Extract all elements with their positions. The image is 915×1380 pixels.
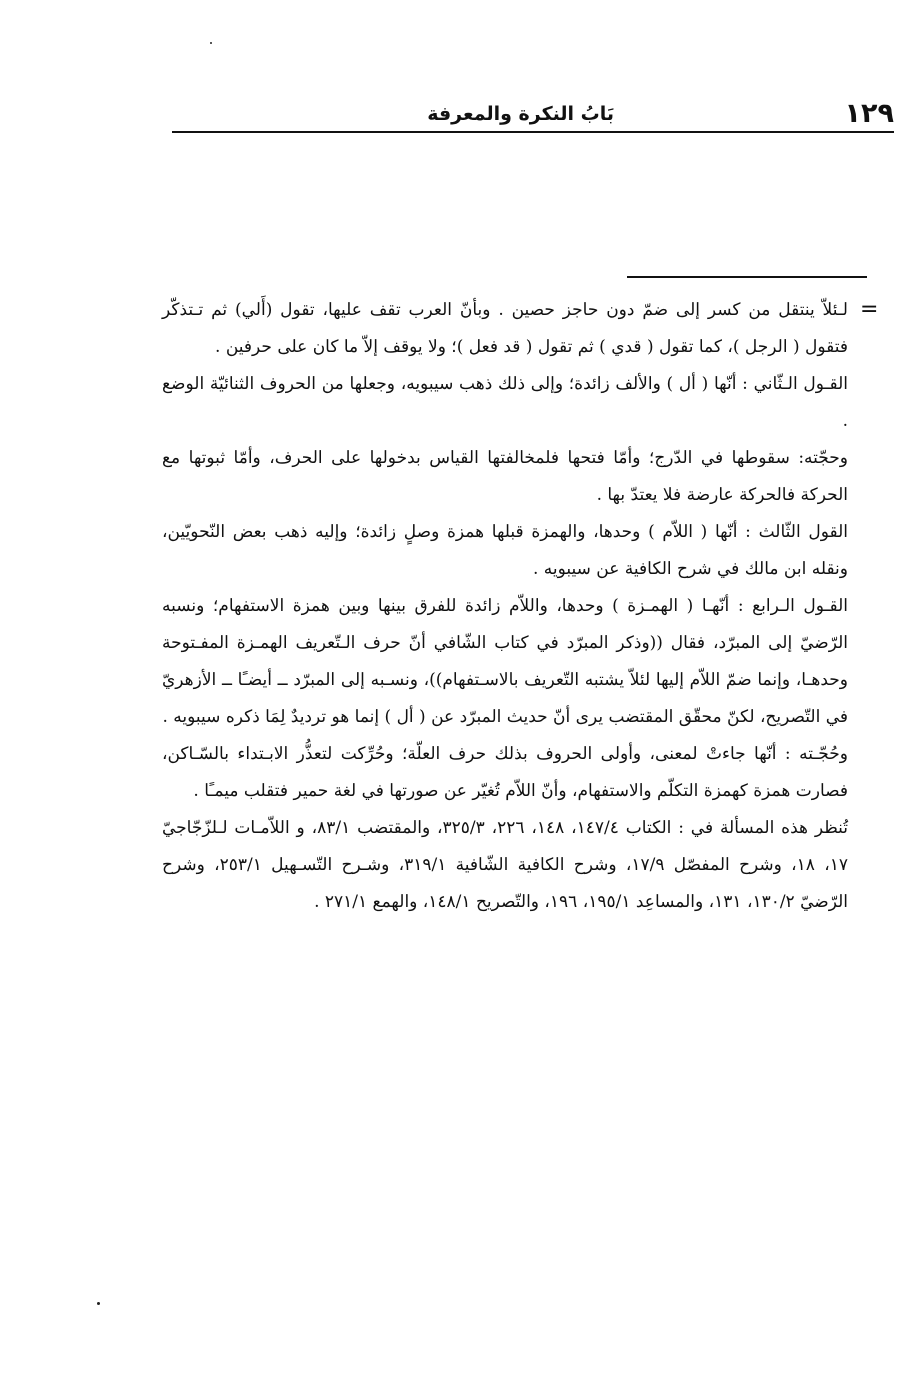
footnote-paragraph: القول الثّالث : أنّها ( اللاّم ) وحدها، والهمزة قبلها همزة وصلٍ زائدة؛ وإليه ذهب بعض النّحويّين، ونقله ابن مالك في شرح الكافية عن سيبويه . [162,522,848,579]
footnote-separator-rule [627,276,867,278]
footnote-paragraph: القـول الـثّاني : أنّها ( أل ) والألف زائدة؛ وإلى ذلك ذهب سيبويه، وجعلها من الحروف الثنائيّة الوضع . [162,374,848,431]
scan-speck-top [210,42,212,44]
footnote-paragraph: القـول الـرابع : أنّهـا ( الهمـزة ) وحدها، واللاّم زائدة للفرق بينها وبين همزة الاستفهام؛ ونسبه الرّضيّ إلى المبرّد، فقال ((وذكر المبرّد في كتاب الشّافي أنّ حرف الـتّعريف الهمـزة المفـتوحة وحدهـا، وإنما ضمّ اللاّم إليها لئلاّ يشتبه التّعريف بالاسـتفهام))، ونسـبه إلى المبرّد ــ أيضـًا ــ الأزهريّ في التّصريح، لكنّ محقّق المقتضب يرى أنّ حديث المبرّد عن ( أل ) إنما هو ترديدٌ لِمَا ذكره سيبويه . [162,596,848,727]
references-paragraph: تُنظر هذه المسألة في : الكتاب ١٤٧/٤، ١٤٨، ٢٢٦، ٣٢٥/٣، والمقتضب ٨٣/١، و اللاّمـات لـلزّجّاجيّ ١٧، ١٨، وشرح المفصّل ١٧/٩، وشرح الكافية الشّافية ٣١٩/١، وشـرح التّسـهيل ٢٥٣/١، وشرح الرّضيّ ١٣٠/٢، ١٣١، والمساعِد ١٩٥/١، ١٩٦، والتّصريح ١٤٨/١، والهمع ٢٧١/١ . [162,818,849,912]
footnote-continuation-mark: = [860,297,879,322]
footnote-body [162,292,848,921]
footnote-paragraph: وحجّته: سقوطها في الدّرج؛ وأمّا فتحها فلمخالفتها القياس بدخولها على الحرف، وأمّا ثبوتها مع الحركة فالحركة عارضة فلا يعتدّ بها . [162,448,848,505]
footnote-paragraph: لـئلاّ ينتقل من كسر إلى ضمّ دون حاجز حصين . وبأنّ العرب تقف عليها، تقول (أَلي) ثم تـتذكّر فتقول ( الرجل )، كما تقول ( قدي ) ثم تقول ( قد فعل )؛ ولا يوقف إلاّ ما كان على حرفين . [162,300,848,357]
page-header [172,100,894,128]
page-number: ١٢٩ [844,98,894,129]
header-rule [172,131,894,133]
scan-speck-bottom [97,1302,100,1305]
footnote-paragraph: وحُجّـته : أنّها جاءتْ لمعنى، وأولى الحروف بذلك حرف العلّة؛ وحُرِّكت لتعذُّر الابـتداء بالسّـاكن، فصارت همزة كهمزة التكلّم والاستفهام، وأنّ اللاّم تُغيّر عن صورتها في لغة حمير فتقلب ميمـًا . [162,744,848,801]
running-title: بَابُ النكرة والمعرفة [427,103,614,125]
